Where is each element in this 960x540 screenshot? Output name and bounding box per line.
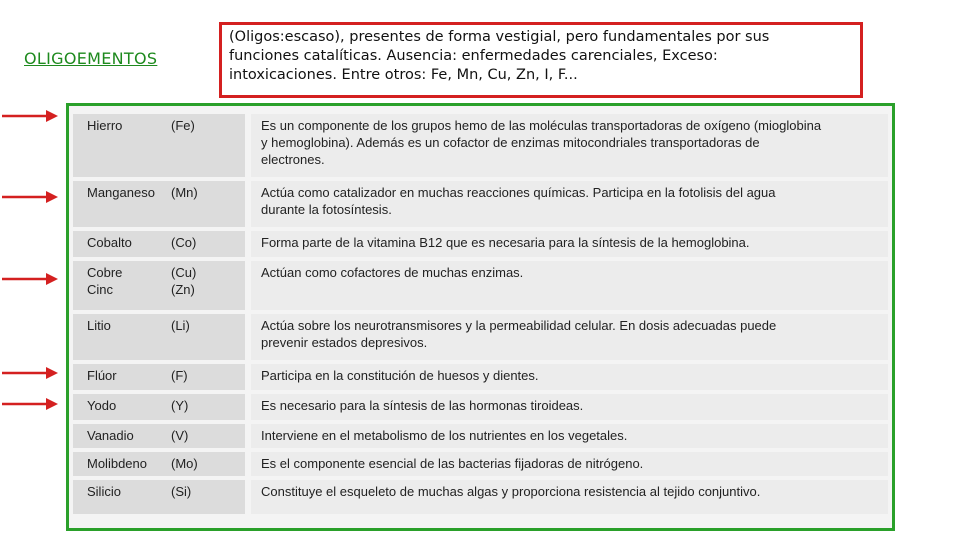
- element-symbol: [165, 114, 245, 177]
- definition-line: (Oligos:escaso), presentes de forma vestigial, pero fundamentales por sus: [229, 29, 770, 45]
- element-symbol: [165, 364, 245, 390]
- element-symbol-line: (Y): [171, 398, 189, 413]
- element-description: [251, 452, 888, 476]
- element-symbol: [165, 231, 245, 257]
- element-name: [73, 394, 165, 420]
- element-name-line: Cobre: [87, 265, 123, 280]
- element-symbol-line: (Co): [171, 235, 197, 250]
- red-right-arrow-icon: [2, 272, 58, 286]
- element-description-line: Actúa como catalizador en muchas reacciones químicas. Participa en la fotolisis del agua: [261, 185, 776, 200]
- element-name-line: Vanadio: [87, 428, 134, 443]
- table-row: [73, 480, 888, 516]
- table-row: [73, 314, 888, 362]
- element-description: [251, 424, 888, 448]
- definition-box: [219, 22, 863, 98]
- table-row: [73, 231, 888, 259]
- element-symbol-line: (V): [171, 428, 189, 443]
- element-description-line: Forma parte de la vitamina B12 que es necesaria para la síntesis de la hemoglobina.: [261, 235, 750, 250]
- element-symbol: [165, 314, 245, 360]
- table-row: [73, 452, 888, 478]
- element-symbol: [165, 394, 245, 420]
- element-symbol-line: (Cu): [171, 265, 197, 280]
- element-name-line: Molibdeno: [87, 456, 147, 471]
- red-right-arrow-icon: [2, 397, 58, 411]
- element-symbol: [165, 424, 245, 448]
- element-description-line: Participa en la constitución de huesos y dientes.: [261, 368, 539, 383]
- element-name: [73, 231, 165, 257]
- element-symbol-line: (Si): [171, 484, 192, 499]
- element-symbol: [165, 261, 245, 310]
- element-symbol: [165, 452, 245, 476]
- table-row: [73, 181, 888, 229]
- element-symbol: [165, 181, 245, 227]
- element-name-line: Cinc: [87, 282, 114, 297]
- table-row: [73, 364, 888, 392]
- element-symbol-line: (Mo): [171, 456, 198, 471]
- element-description: [251, 231, 888, 257]
- element-name: [73, 114, 165, 177]
- definition-line: funciones catalíticas. Ausencia: enfermedades carenciales, Exceso:: [229, 48, 718, 64]
- element-description-line: Es necesario para la síntesis de las hormonas tiroideas.: [261, 398, 584, 413]
- element-description: [251, 394, 888, 420]
- element-symbol-line: (Li): [171, 318, 190, 333]
- element-name: [73, 424, 165, 448]
- element-description-line: Es el componente esencial de las bacterias fijadoras de nitrógeno.: [261, 456, 644, 471]
- element-description-line: prevenir estados depresivos.: [261, 335, 428, 350]
- element-description-line: Interviene en el metabolismo de los nutrientes en los vegetales.: [261, 428, 628, 443]
- element-symbol: [165, 480, 245, 514]
- element-symbol-line: (Mn): [171, 185, 198, 200]
- element-name: [73, 181, 165, 227]
- red-right-arrow-icon: [2, 109, 58, 123]
- element-symbol-line: (Zn): [171, 282, 195, 297]
- elements-table-frame: [66, 103, 895, 531]
- element-name: [73, 261, 165, 310]
- element-name-line: Silicio: [87, 484, 121, 499]
- red-right-arrow-icon: [2, 366, 58, 380]
- element-name-line: Manganeso: [87, 185, 155, 200]
- definition-line: intoxicaciones. Entre otros: Fe, Mn, Cu, Zn, I, F...: [229, 67, 578, 83]
- element-name: [73, 452, 165, 476]
- element-description-line: durante la fotosíntesis.: [261, 202, 392, 217]
- red-right-arrow-icon: [2, 190, 58, 204]
- page-title: OLIGOEMENTOS: [24, 49, 158, 68]
- table-row: [73, 424, 888, 450]
- element-description-line: Es un componente de los grupos hemo de las moléculas transportadoras de oxígeno (mioglobina: [261, 118, 822, 133]
- table-row: [73, 394, 888, 422]
- table-row: [73, 114, 888, 179]
- element-symbol-line: (F): [171, 368, 188, 383]
- element-name-line: Litio: [87, 318, 111, 333]
- element-name: [73, 314, 165, 360]
- element-name-line: Yodo: [87, 398, 117, 413]
- element-description-line: Actúan como cofactores de muchas enzimas.: [261, 265, 524, 280]
- element-description-line: y hemoglobina). Además es un cofactor de enzimas mitocondriales transportadoras de: [261, 135, 760, 150]
- element-description: [251, 314, 888, 360]
- element-description-line: electrones.: [261, 152, 325, 167]
- element-name: [73, 480, 165, 514]
- element-symbol-line: (Fe): [171, 118, 195, 133]
- element-description: [251, 480, 888, 514]
- element-description: [251, 364, 888, 390]
- element-name-line: Cobalto: [87, 235, 132, 250]
- element-name: [73, 364, 165, 390]
- table-row: [73, 261, 888, 312]
- element-description-line: Constituye el esqueleto de muchas algas y proporciona resistencia al tejido conjuntivo.: [261, 484, 761, 499]
- element-description-line: Actúa sobre los neurotransmisores y la permeabilidad celular. En dosis adecuadas puede: [261, 318, 777, 333]
- element-name-line: Flúor: [87, 368, 117, 383]
- element-description: [251, 181, 888, 227]
- element-description: [251, 114, 888, 177]
- element-name-line: Hierro: [87, 118, 123, 133]
- element-description: [251, 261, 888, 310]
